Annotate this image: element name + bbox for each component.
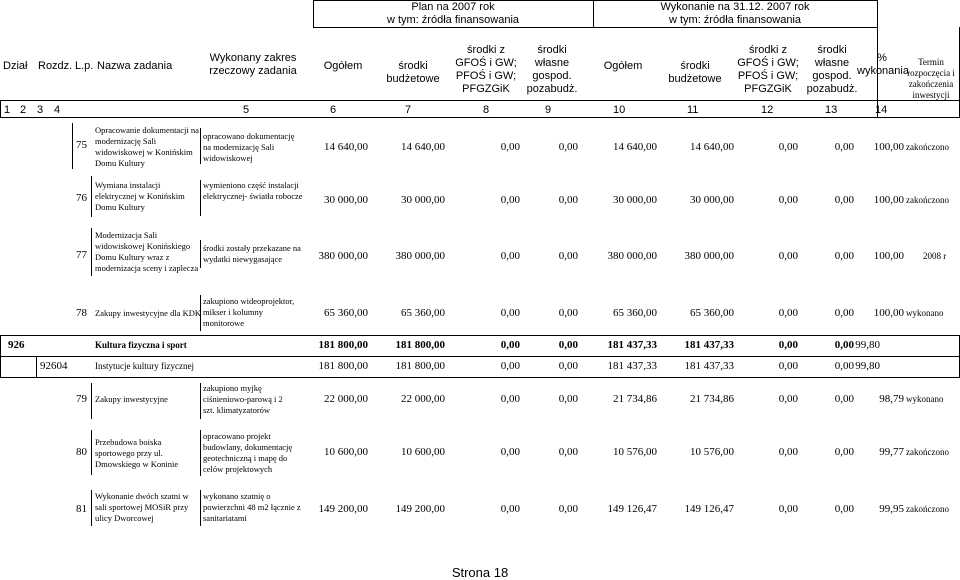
col-budzet-plan-header: środki budżetowe <box>386 60 440 85</box>
row-77-plan-gfos: 0,00 <box>500 250 520 262</box>
row-79-plan-wlasne: 0,00 <box>558 393 578 405</box>
section-92604-exec-wlasne: 0,00 <box>834 360 854 372</box>
colnum-8: 8 <box>483 104 490 116</box>
row-77-procent: 100,00 <box>873 250 904 262</box>
section-926-exec-budzet: 181 437,33 <box>684 339 734 351</box>
row-81-exec-gfos: 0,00 <box>778 503 798 515</box>
row-76-nazwa: Wymiana instalacji elektrycznej w Konińskim Domu Kultury <box>95 180 185 212</box>
lp-78: 78 <box>76 307 87 319</box>
row-81-plan-ogolem: 149 200,00 <box>318 503 368 515</box>
row-75-exec-wlasne: 0,00 <box>834 141 854 153</box>
row-78-termin: wykonano <box>906 308 944 318</box>
row-75-termin: zakończono <box>906 142 949 152</box>
row-79-plan-budzet: 22 000,00 <box>401 393 445 405</box>
row-79-nazwa: Zakupy inwestycyjne <box>95 394 168 404</box>
section-926-plan-ogolem: 181 800,00 <box>318 339 368 351</box>
execution-subtitle: w tym: źródła finansowania <box>668 14 802 26</box>
row-75-plan-wlasne: 0,00 <box>558 141 578 153</box>
row-75-procent: 100,00 <box>873 141 904 153</box>
colnum-1: 1 <box>4 104 11 116</box>
row-78-nazwa: Zakupy inwestycyjne dla KDK <box>95 308 201 318</box>
col-termin-header: Termin rozpoczęcia i zakończenia inwestycji <box>907 57 955 100</box>
lp-80: 80 <box>76 446 87 458</box>
row-78-exec-gfos: 0,00 <box>778 307 798 319</box>
row-78-procent: 100,00 <box>873 307 904 319</box>
col-rozdz-header: Rozdz. <box>38 60 73 72</box>
section-92604-procent: 99,80 <box>855 360 880 372</box>
row-79-exec-gfos: 0,00 <box>778 393 798 405</box>
colnum-3: 3 <box>37 104 44 116</box>
row-78-plan-budzet: 65 360,00 <box>401 307 445 319</box>
section-926-dzial: 926 <box>8 339 25 351</box>
row-77-plan-ogolem: 380 000,00 <box>318 250 368 262</box>
colnum-2: 2 <box>20 104 27 116</box>
row-78-exec-wlasne: 0,00 <box>834 307 854 319</box>
row-75-plan-gfos: 0,00 <box>500 141 520 153</box>
row-77-exec-gfos: 0,00 <box>778 250 798 262</box>
col-budzet-exec-header: środki budżetowe <box>668 60 722 85</box>
row-76-plan-budzet: 30 000,00 <box>401 194 445 206</box>
col-gfos-exec-header: środki z GFOŚ i GW; PFOŚ i GW; PFGZGiK <box>737 44 799 95</box>
row-77-zakres: środki zostały przekazane na wydatki niewygasające <box>203 243 301 264</box>
row-76-exec-gfos: 0,00 <box>778 194 798 206</box>
section-926-exec-wlasne: 0,00 <box>834 339 854 351</box>
section-92604-plan-wlasne: 0,00 <box>558 360 578 372</box>
row-78-exec-budzet: 65 360,00 <box>690 307 734 319</box>
row-76-zakres: wymieniono część instalacji elektrycznej- światła robocze <box>203 180 303 201</box>
row-81-exec-ogolem: 149 126,47 <box>607 503 657 515</box>
row-81-plan-gfos: 0,00 <box>500 503 520 515</box>
row-81-nazwa: Wykonanie dwóch szatni w sali sportowej MOSiR przy ulicy Dworcowej <box>95 491 189 523</box>
section-92604-nazwa: Instytucje kultury fizycznej <box>95 361 194 371</box>
row-76-procent: 100,00 <box>873 194 904 206</box>
colnum-7: 7 <box>405 104 412 116</box>
row-81-termin: zakończono <box>906 504 949 514</box>
col-dzial-header: Dział <box>3 60 28 72</box>
row-77-plan-wlasne: 0,00 <box>558 250 578 262</box>
execution-title: Wykonanie na 31.12. 2007 rok <box>660 1 810 13</box>
row-81-procent: 99,95 <box>879 503 904 515</box>
row-75-zakres: opracowano dokumentację na modernizację Sali widowiskowej <box>203 131 295 163</box>
row-81-exec-budzet: 149 126,47 <box>684 503 734 515</box>
row-77-nazwa: Modernizacja Sali widowiskowej Konińskiego Domu Kultury wraz z modernizacja sceny i zaplecza <box>95 230 199 273</box>
row-76-termin: zakończono <box>906 195 949 205</box>
section-926-exec-ogolem: 181 437,33 <box>607 339 657 351</box>
row-76-exec-wlasne: 0,00 <box>834 194 854 206</box>
row-79-plan-ogolem: 22 000,00 <box>324 393 368 405</box>
plan-subtitle: w tym: źródła finansowania <box>386 14 520 26</box>
row-80-procent: 99,77 <box>879 446 904 458</box>
section-926-nazwa: Kultura fizyczna i sport <box>95 340 187 350</box>
row-76-exec-budzet: 30 000,00 <box>690 194 734 206</box>
row-80-nazwa: Przebudowa boiska sportowego przy ul. Dmowskiego w Koninie <box>95 437 179 469</box>
row-75-plan-budzet: 14 640,00 <box>401 141 445 153</box>
col-nazwa-header: Nazwa zadania <box>97 60 173 72</box>
section-92604-rozdz: 92604 <box>40 360 68 372</box>
row-76-plan-ogolem: 30 000,00 <box>324 194 368 206</box>
row-77-exec-wlasne: 0,00 <box>834 250 854 262</box>
row-77-exec-budzet: 380 000,00 <box>684 250 734 262</box>
row-79-procent: 98,79 <box>879 393 904 405</box>
row-80-plan-gfos: 0,00 <box>500 446 520 458</box>
col-gfos-plan-header: środki z GFOŚ i GW; PFOŚ i GW; PFGZGiK <box>455 44 517 95</box>
section-926-exec-gfos: 0,00 <box>778 339 798 351</box>
colnum-4: 4 <box>54 104 61 116</box>
row-79-zakres: zakupiono myjkę ciśnieniowo-parową i 2 szt. klimatyzatorów <box>203 383 283 415</box>
row-80-plan-ogolem: 10 600,00 <box>324 446 368 458</box>
row-80-plan-wlasne: 0,00 <box>558 446 578 458</box>
row-81-exec-wlasne: 0,00 <box>834 503 854 515</box>
row-80-exec-ogolem: 10 576,00 <box>613 446 657 458</box>
row-77-exec-ogolem: 380 000,00 <box>607 250 657 262</box>
row-79-exec-ogolem: 21 734,86 <box>613 393 657 405</box>
colnum-13: 13 <box>825 104 838 116</box>
section-92604-plan-gfos: 0,00 <box>500 360 520 372</box>
col-procent-header: % wykonania <box>857 52 909 77</box>
section-926-plan-budzet: 181 800,00 <box>395 339 445 351</box>
row-77-termin: 2008 r <box>923 251 947 261</box>
col-zakres-header: Wykonany zakres rzeczowy zadania <box>209 52 297 77</box>
row-78-plan-gfos: 0,00 <box>500 307 520 319</box>
lp-79: 79 <box>76 393 87 405</box>
row-75-exec-ogolem: 14 640,00 <box>613 141 657 153</box>
lp-81: 81 <box>76 503 87 515</box>
row-80-zakres: opracowano projekt budowlany, dokumentację geotechniczną i mapę do celów projektowych <box>203 431 293 474</box>
row-80-exec-gfos: 0,00 <box>778 446 798 458</box>
row-77-plan-budzet: 380 000,00 <box>395 250 445 262</box>
row-76-plan-gfos: 0,00 <box>500 194 520 206</box>
row-78-zakres: zakupiono wideoprojektor, mikser i kolumny monitorowe <box>203 296 295 328</box>
section-92604-exec-ogolem: 181 437,33 <box>607 360 657 372</box>
row-75-plan-ogolem: 14 640,00 <box>324 141 368 153</box>
section-926-plan-gfos: 0,00 <box>500 339 520 351</box>
row-80-exec-wlasne: 0,00 <box>834 446 854 458</box>
row-78-plan-wlasne: 0,00 <box>558 307 578 319</box>
row-80-termin: zakończono <box>906 447 949 457</box>
colnum-5: 5 <box>243 104 250 116</box>
row-81-plan-budzet: 149 200,00 <box>395 503 445 515</box>
section-92604-exec-budzet: 181 437,33 <box>684 360 734 372</box>
col-ogolem-plan-header: Ogółem <box>323 60 363 72</box>
section-926-plan-wlasne: 0,00 <box>558 339 578 351</box>
row-75-exec-budzet: 14 640,00 <box>690 141 734 153</box>
lp-77: 77 <box>76 249 87 261</box>
row-79-plan-gfos: 0,00 <box>500 393 520 405</box>
col-ogolem-exec-header: Ogółem <box>603 60 643 72</box>
row-79-exec-wlasne: 0,00 <box>834 393 854 405</box>
row-76-plan-wlasne: 0,00 <box>558 194 578 206</box>
plan-title: Plan na 2007 rok <box>411 1 495 13</box>
colnum-11: 11 <box>687 104 699 116</box>
row-75-exec-gfos: 0,00 <box>778 141 798 153</box>
row-79-termin: wykonano <box>906 394 944 404</box>
row-81-zakres: wykonano szatnię o powierzchni 48 m2 łącznie z sanitariatami <box>203 491 301 523</box>
colnum-9: 9 <box>545 104 552 116</box>
lp-76: 76 <box>76 192 87 204</box>
row-80-exec-budzet: 10 576,00 <box>690 446 734 458</box>
row-81-plan-wlasne: 0,00 <box>558 503 578 515</box>
colnum-10: 10 <box>613 104 626 116</box>
row-78-plan-ogolem: 65 360,00 <box>324 307 368 319</box>
section-92604-exec-gfos: 0,00 <box>778 360 798 372</box>
col-wlasne-exec-header: środki własne gospod. pozabudż. <box>806 44 858 95</box>
col-lp-header: L.p. <box>75 60 94 72</box>
colnum-6: 6 <box>330 104 337 116</box>
row-79-exec-budzet: 21 734,86 <box>690 393 734 405</box>
col-wlasne-plan-header: środki własne gospod. pozabudż. <box>526 44 578 95</box>
section-926-procent: 99,80 <box>855 339 880 351</box>
row-76-exec-ogolem: 30 000,00 <box>613 194 657 206</box>
row-78-exec-ogolem: 65 360,00 <box>613 307 657 319</box>
page-number: Strona 18 <box>451 565 509 580</box>
section-92604-plan-ogolem: 181 800,00 <box>318 360 368 372</box>
colnum-12: 12 <box>761 104 774 116</box>
section-92604-plan-budzet: 181 800,00 <box>395 360 445 372</box>
lp-75: 75 <box>76 139 87 151</box>
row-75-nazwa: Opracowanie dokumentacji na modernizację Sali widowiskowej w Konińskim Domu Kultury <box>95 125 199 168</box>
colnum-14: 14 <box>875 104 888 116</box>
row-80-plan-budzet: 10 600,00 <box>401 446 445 458</box>
